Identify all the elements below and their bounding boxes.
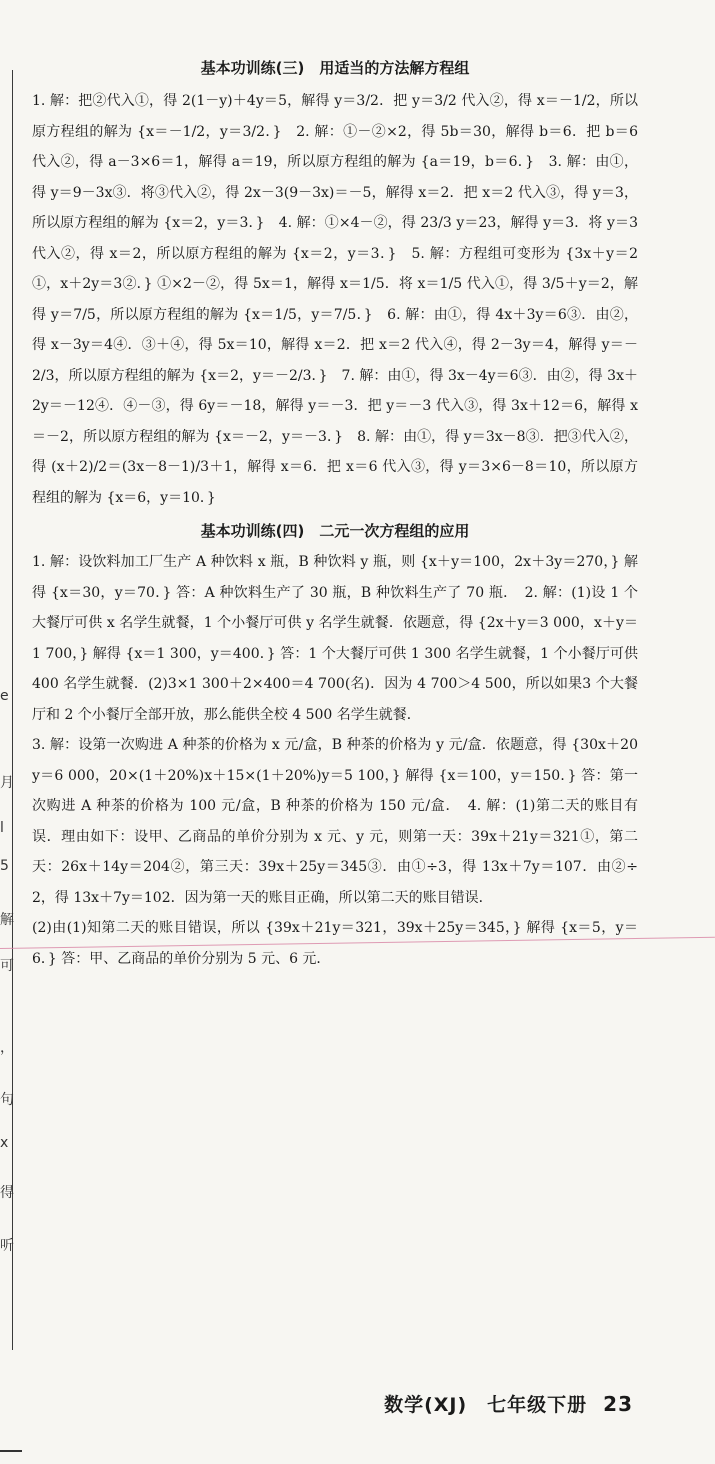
section-title: 基本功训练(三) 用适当的方法解方程组 [200,59,470,77]
margin-fragment: l [0,820,4,836]
page-footer [384,1390,633,1417]
margin-line [12,70,13,1350]
margin-fragment: e [0,688,9,704]
margin-fragment: 解 [0,912,14,928]
margin-fragment: x [0,1135,9,1151]
section-training-4 [32,521,638,974]
answer-content [32,58,638,974]
margin-fragment: 得 [0,1185,14,1201]
margin-fragment: 听 [0,1238,14,1254]
margin-fragment: 5 [0,858,9,874]
section-title: 基本功训练(四) 二元一次方程组的应用 [200,522,470,540]
margin-fragment: 可 [0,958,14,974]
margin-fragment: 句 [0,1092,14,1108]
answer-paragraph: 3. 解：设第一次购进 A 种茶的价格为 x 元/盒，B 种茶的价格为 y 元/盒．依题意，得 {30x＋20y＝6 000，20×(1＋20%)x＋15×(1＋20%)y＝5 100，} 解得 {x＝100，y＝150．} 答：第一次购进 A 种茶的价格为 100 元/盒，B 种茶的价格为 150 元/盒． 4. 解：(1)第二天的账目有误．理由如下：设甲、乙商品的单价分别为 x 元、y 元，则第一天：39x＋21y＝321①，第二天：26x＋14y＝204②，第三天：39x＋25y＝345③．由①÷3，得 13x＋7y＝107．由②÷2，得 13x＋7y＝102．因为第一天的账目正确，所以第二天的账目错误． [32,737,638,906]
bottom-edge-mark [0,1450,22,1452]
answer-paragraph: (2)由(1)知第二天的账目错误，所以 {39x＋21y＝321，39x＋25y＝345，} 解得 {x＝5，y＝6．} 答：甲、乙商品的单价分别为 5 元、6 元． [32,920,638,967]
margin-fragment: 月 [0,775,14,791]
answer-paragraph: 1. 解：设饮料加工厂生产 A 种饮料 x 瓶，B 种饮料 y 瓶，则 {x＋y＝100，2x＋3y＝270，} 解得 {x＝30，y＝70．} 答：A 种饮料生产了 30 瓶，B 种饮料生产了 70 瓶． 2. 解：(1)设 1 个大餐厅可供 x 名学生就餐，1 个小餐厅可供 y 名学生就餐．依题意，得 {2x＋y＝3 000，x＋y＝1 700，} 解得 {x＝1 300，y＝400．} 答：1 个大餐厅可供 1 300 名学生就餐，1 个小餐厅可供 400 名学生就餐．(2)3×1 300＋2×400＝4 700(名)．因为 4 700＞4 500，所以如果3 个大餐厅和 2 个小餐厅全部开放，那么能供全校 4 500 名学生就餐． [32,554,638,723]
left-margin-fragments [0,0,12,1464]
answer-paragraph: 1. 解：把②代入①，得 2(1－y)＋4y＝5，解得 y＝3/2．把 y＝3/2 代入②，得 x＝－1/2，所以原方程组的解为 {x＝－1/2，y＝3/2．} 2. 解：①－②×2，得 5b＝30，解得 b＝6．把 b＝6 代入②，得 a－3×6＝1，解得 a＝19，所以原方程组的解为 {a＝19，b＝6．} 3. 解：由①，得 y＝9－3x③．将③代入②，得 2x－3(9－3x)＝－5，解得 x＝2．把 x＝2 代入③，得 y＝3，所以原方程组的解为 {x＝2，y＝3．} 4. 解：①×4－②，得 23/3 y＝23，解得 y＝3．将 y＝3 代入②，得 x＝2，所以原方程组的解为 {x＝2，y＝3．} 5. 解：方程组可变形为 {3x＋y＝2①，x＋2y＝3②．} ①×2－②，得 5x＝1，解得 x＝1/5．将 x＝1/5 代入①，得 3/5＋y＝2，解得 y＝7/5，所以原方程组的解为 {x＝1/5，y＝7/5．} 6. 解：由①，得 4x＋3y＝6③．由②，得 x－3y＝4④．③＋④，得 5x＝10，解得 x＝2．把 x＝2 代入④，得 2－3y＝4，解得 y＝－2/3，所以原方程组的解为 {x＝2，y＝－2/3．} 7. 解：由①，得 3x－4y＝6③．由②，得 3x＋2y＝－12④．④－③，得 6y＝－18，解得 y＝－3．把 y＝－3 代入③，得 3x＋12＝6，解得 x＝－2，所以原方程组的解为 {x＝－2，y＝－3．} 8. 解：由①，得 y＝3x－8③．把③代入②，得 (x＋2)/2＝(3x－8－1)/3＋1，解得 x＝6．把 x＝6 代入③，得 y＝3×6－8＝10，所以原方程组的解为 {x＝6，y＝10．} [32,93,638,506]
section-training-3 [32,58,638,513]
page-number: 23 [603,1392,633,1416]
margin-fragment: ， [0,1040,14,1056]
footer-subject: 数学(XJ) 七年级下册 [384,1394,588,1416]
